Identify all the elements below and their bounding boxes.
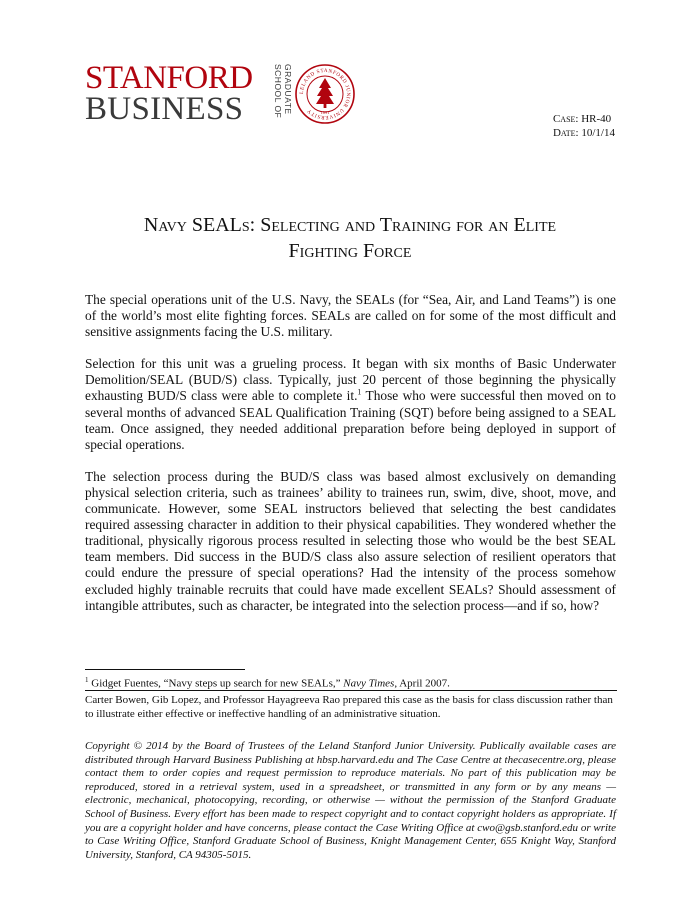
footnote-ref-1: 1 (357, 388, 362, 397)
footnote-text-a: Gidget Fuentes, “Navy steps up search for new SEALs,” (88, 677, 344, 690)
logo-vertical-text (271, 64, 293, 126)
seal-ring-text: LELAND STANFORD JUNIOR UNIVERSITY (298, 67, 352, 121)
authors-note: Carter Bowen, Gib Lopez, and Professor Hayagreeva Rao prepared this case as the basis for class discussion rather than to illustrate either effective or ineffective handling of an administrative situation. (85, 694, 613, 720)
footnote-1 (85, 674, 616, 691)
footnote-divider (85, 669, 245, 670)
body-paragraph-1: The special operations unit of the U.S. Navy, the SEALs (for “Sea, Air, and Land Teams”) is one of the world’s most elite fighting forces. SEALs are called on for some of the most difficult and sensitive assignments facing the U.S. military. (85, 292, 616, 340)
case-title-line1: Navy SEALs: Selecting and Training for an Elite (143, 214, 557, 236)
authors-divider (85, 690, 617, 691)
footnote-number: 1 (85, 676, 89, 684)
case-number-line (553, 112, 615, 126)
footnote-source: Navy Times (343, 677, 395, 690)
case-title-line2: Fighting Force (288, 240, 412, 262)
case-date-line (553, 126, 615, 140)
case-body (85, 292, 616, 630)
copyright-notice: Copyright © 2014 by the Board of Trustees of the Leland Stanford Junior University. Publically available cases are distributed through Harvard Business Publishing at hbsp.harvard.edu and The Case Centre at thecasecentre.org, please contact them to order copies and request permission to reproduce materials. No part of this publication may be reproduced, stored in a retrieval system, used in a spreadsheet, or transmitted in any form or by any means — electronic, mechanical, photocopying, recording, or otherwise — without the permission of the Stanford Graduate School of Business. Every effort has been made to respect copyright and to contact copyright holders as appropriate. If you are a copyright holder and have concerns, please contact the Case Writing Office at cwo@gsb.stanford.edu or write to Case Writing Office, Stanford Graduate School of Business, Knight Management Center, 655 Knight Way, Stanford University, Stanford, CA 94305-5015. (85, 740, 616, 861)
logo-word-business: BUSINESS (85, 91, 244, 127)
stanford-seal-icon (295, 64, 355, 124)
body-paragraph-2-a: Selection for this unit was a grueling process. It began with six months of Basic Underwater Demolition/SEAL (BUD/S) class. Typically, just 20 percent of those beginning the physically exhausting BUD/S class were able to complete it. (85, 356, 616, 404)
stanford-gsb-logo (85, 62, 365, 130)
date-value: 10/1/14 (581, 127, 615, 139)
logo-vertical-line2: SCHOOL OF (273, 64, 283, 119)
logo-vertical-line1: GRADUATE (283, 64, 293, 115)
case-title (85, 212, 615, 264)
document-header (85, 60, 615, 139)
case-value: HR-40 (581, 113, 612, 125)
logo-word-stanford: STANFORD (85, 60, 253, 96)
body-paragraph-2 (85, 356, 616, 453)
date-label: Date: (552, 127, 579, 139)
seal-year: 1891 (320, 110, 330, 115)
body-paragraph-3: The selection process during the BUD/S class was based almost exclusively on demanding physical selection criteria, such as trainees’ ability to trainees run, swim, dive, shoot, move, and communicate. However, some SEAL instructors believed that selecting the best candidates required assessing character in addition to their physical capabilities. They wondered whether the traditional, physically rigorous process resulted in selecting those who would be the best SEAL team members. Did success in the BUD/S class also assure selection of resilient operators that could endure the pressure of special operations? Had the intensity of the process somehow excluded highly trainable recruits that could have made excellent SEALs? Should assessment of intangible attributes, such as character, be integrated into the selection process—and if so, how? (85, 468, 616, 613)
footnote-text-b: , April 2007. (394, 677, 450, 690)
case-label: Case: (552, 113, 579, 125)
case-meta (553, 112, 615, 140)
body-paragraph-2-b: Those who were successful then moved on to several months of advanced SEAL Qualification Training (SQT) before being assigned to a SEAL team. Once assigned, they needed additional preparation before being deployed in support of special operations. (85, 388, 616, 452)
